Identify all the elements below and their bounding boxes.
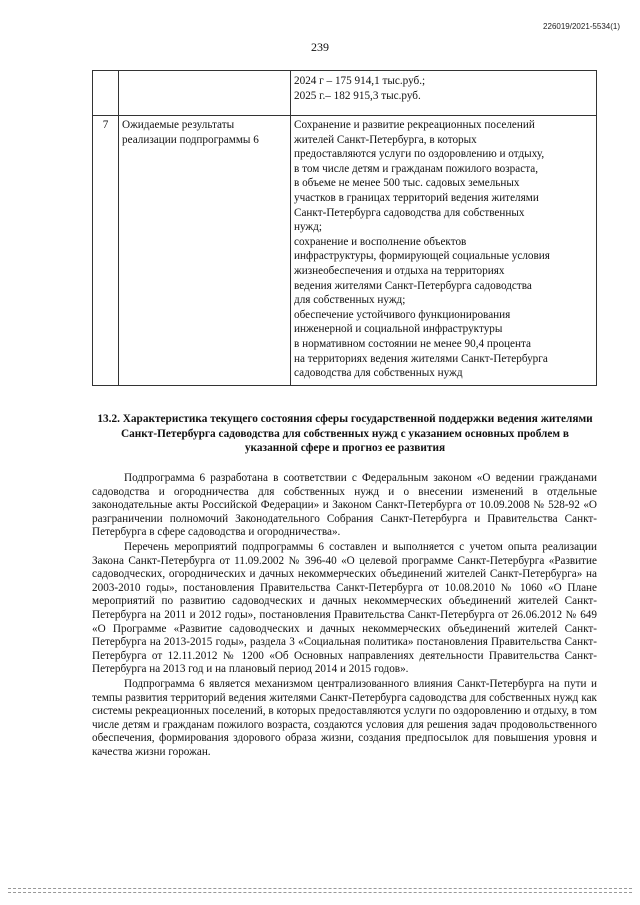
value-line: нужд; xyxy=(294,221,322,234)
value-line: участков в границах территорий ведения жителями xyxy=(294,191,539,204)
value-line: в том числе детям и гражданам пожилого возраста, xyxy=(294,162,538,175)
value-line: Сохранение и развитие рекреационных поселений xyxy=(294,119,535,131)
document-id: 226019/2021-5534(1) xyxy=(543,22,620,31)
paragraph: Подпрограмма 6 разработана в соответствии с Федеральным законом «О ведении гражданами садоводства и огородничества для собственных нужд и о внесении изменений в отдельные законодательные акты Российской Федерации» и Законом Санкт-Петербурга от 10.09.2008 № 528-92 «О разграничении полномочий Законодательного Собрания Санкт-Петербурга и Правительства Санкт-Петербурга в сфере садоводства и огородничества». xyxy=(92,472,597,539)
value-line: сохранение и восполнение объектов xyxy=(294,235,467,248)
row-label-cell: Ожидаемые результаты реализации подпрограммы 6 xyxy=(119,116,291,386)
value-line: Санкт-Петербурга садоводства для собственных xyxy=(294,206,525,219)
row-label-cell xyxy=(119,71,291,116)
passport-table xyxy=(92,70,597,386)
row-value-cell xyxy=(291,71,597,116)
paragraph: Перечень мероприятий подпрограммы 6 составлен и выполняется с учетом опыта реализации Закона Санкт-Петербурга от 11.09.2002 № 396-40 «О целевой программе Санкт-Петербурга «Развитие садоводческих, огороднических и дачных некоммерческих объединений жителей Санкт-Петербурга» на 2003-2010 годы», постановления Правительства Санкт-Петербурга от 10.08.2010 № 1060 «О Плане мероприятий по развитию садоводческих и дачных некоммерческих объединений жителей Санкт-Петербурга на 2011 и 2012 годы», постановления Правительства Санкт-Петербурга от 26.06.2012 № 649 «О Программе «Развитие садоводческих и дачных некоммерческих объединений жителей Санкт-Петербурга на 2013-2015 годы», раздела 3 «Социальная политика» постановления Правительства Санкт-Петербурга от 12.11.2012 № 1200 «Об Основных направлениях деятельности Правительства Санкт-Петербурга на 2013 год и на плановый период 2014 и 2015 годов». xyxy=(92,540,597,676)
value-line: 2024 г – 175 914,1 тыс.руб.; xyxy=(294,75,426,87)
value-line: жителей Санкт-Петербурга, в которых xyxy=(294,133,477,146)
table-row xyxy=(93,116,597,386)
value-line: ведения жителями Санкт-Петербурга садоводства xyxy=(294,279,532,292)
paragraph: Подпрограмма 6 является механизмом централизованного влияния Санкт-Петербурга на пути и темпы развития территорий ведения жителями Санкт-Петербурга садоводства для собственных нужд как системы рекреационных поселений, в которых предоставляются услуги по оздоровлению и отдыху, в том числе детям и гражданам пожилого возраста, создаются условия для решения задач продовольственного обеспечения, формирования здорового образа жизни, создания предпосылок для повышения уровня и качества жизни горожан. xyxy=(92,677,597,758)
value-line: 2025 г.– 182 915,3 тыс.руб. xyxy=(294,89,421,102)
section-heading: 13.2. Характеристика текущего состояния сферы государственной поддержки ведения жителями Санкт-Петербурга садоводства для собственных нужд с указанием основных проблем в указанной сфере и прогноз ее развития xyxy=(97,413,593,454)
value-line: инженерной и социальной инфраструктуры xyxy=(294,323,503,336)
table-row xyxy=(93,71,597,116)
page-bottom-rule xyxy=(8,888,632,889)
section-body xyxy=(92,472,597,759)
value-line: жизнеобеспечения и отдыха на территориях xyxy=(294,264,505,277)
value-line: обеспечение устойчивого функционирования xyxy=(294,308,511,321)
value-line: садоводства для собственных нужд xyxy=(294,367,463,380)
row-value-cell xyxy=(291,116,597,386)
value-line: на территориях ведения жителями Санкт-Петербурга xyxy=(294,352,548,365)
row-number-cell xyxy=(93,71,119,116)
page-number: 239 xyxy=(311,40,329,54)
value-line: инфраструктуры, формирующей социальные условия xyxy=(294,250,550,263)
value-line: для собственных нужд; xyxy=(294,294,406,307)
value-line: в нормативном состоянии не менее 90,4 процента xyxy=(294,337,531,350)
value-line: в объеме не менее 500 тыс. садовых земельных xyxy=(294,177,520,190)
value-line: предоставляются услуги по оздоровлению и отдыху, xyxy=(294,148,545,161)
row-number-cell: 7 xyxy=(93,116,119,386)
page-bottom-rule xyxy=(8,892,632,893)
